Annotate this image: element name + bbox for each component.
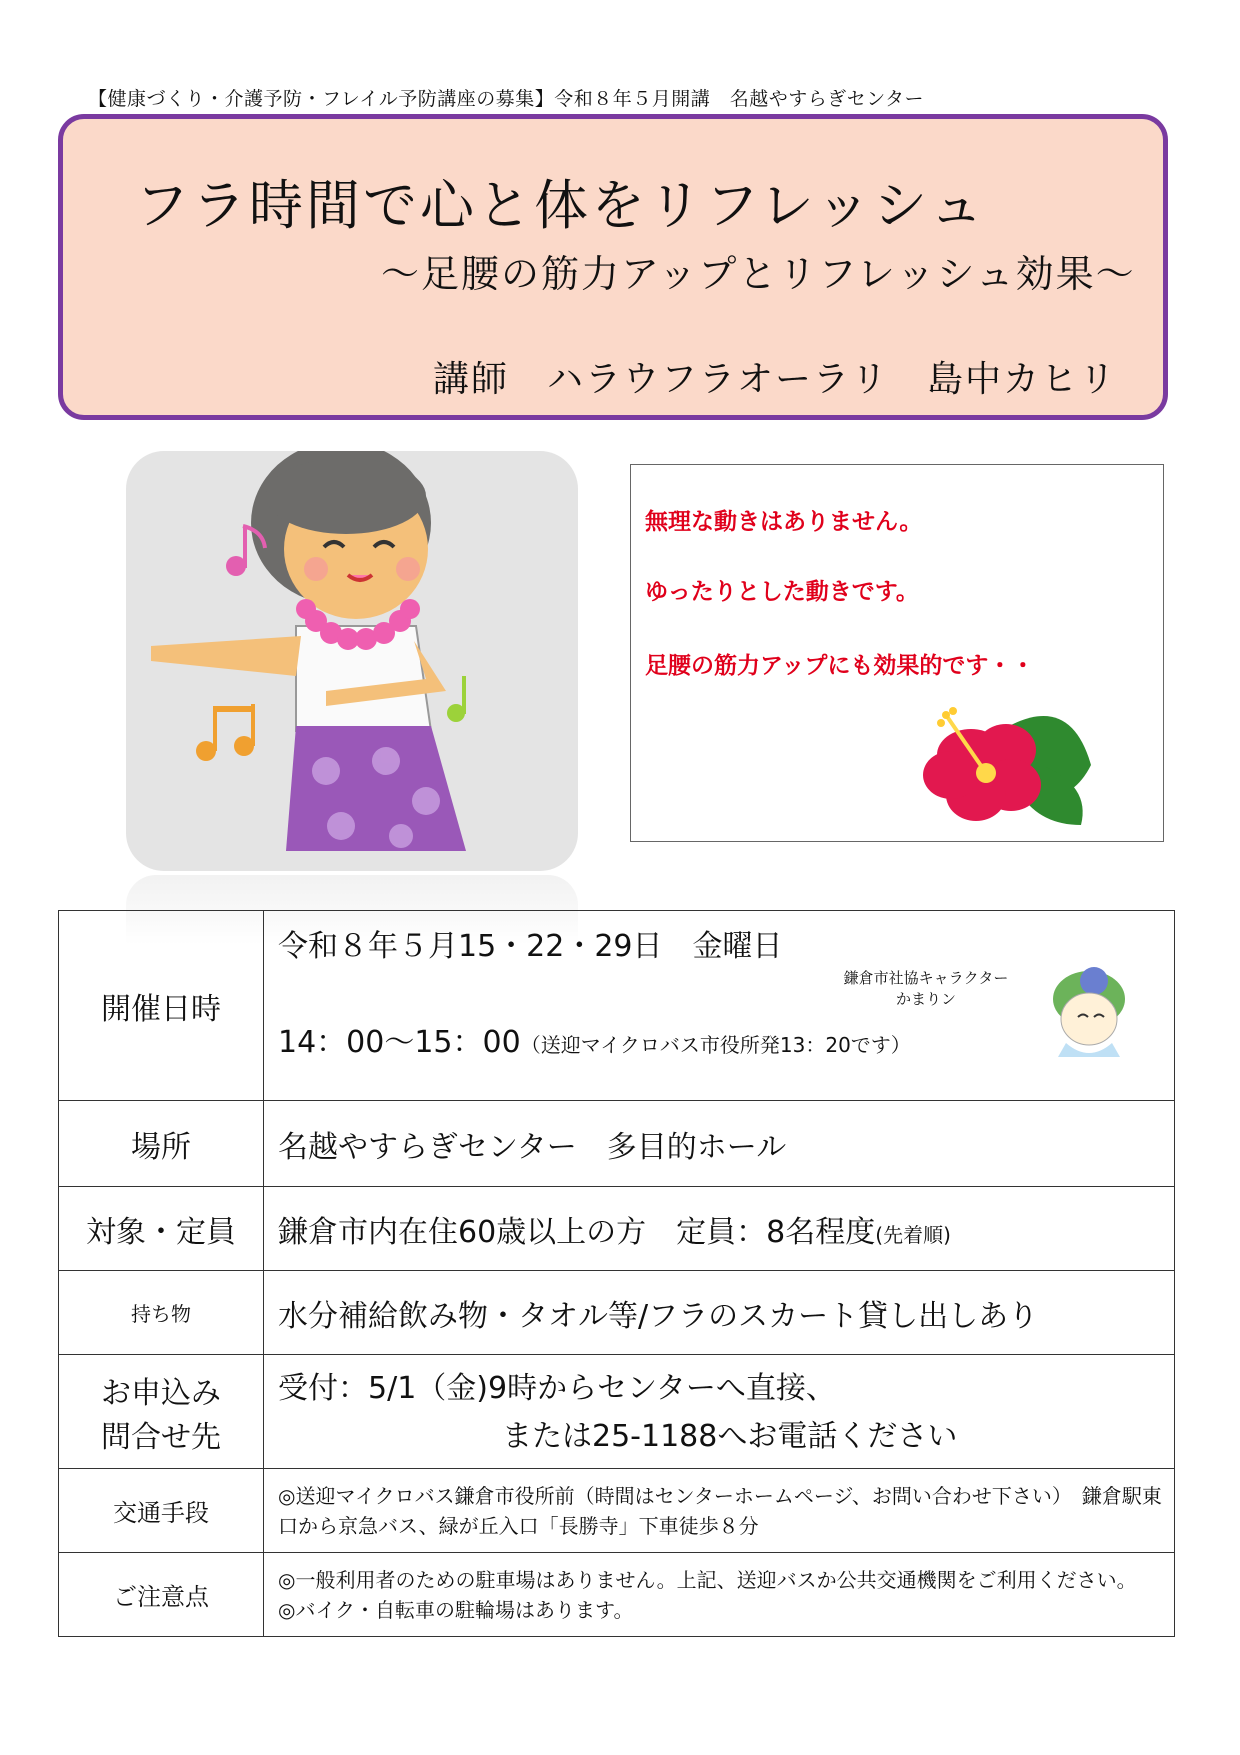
label-apply bbox=[59, 1355, 264, 1469]
time-note: （送迎マイクロバス市役所発13：20です） bbox=[520, 1033, 911, 1057]
hula-dancer-illustration bbox=[126, 451, 578, 871]
value-caution: ◎一般利用者のための駐車場はありません。上記、送迎バスか公共交通機関をご利用ください。 ◎バイク・自転車の駐輪場はあります。 bbox=[264, 1553, 1175, 1637]
main-title: フラ時間で心と体をリフレッシュ bbox=[135, 174, 987, 237]
header-text: 【健康づくり・介護予防・フレイル予防講座の募集】令和８年５月開講 名越やすらぎセンター bbox=[88, 88, 925, 110]
mascot-caption-line1: 鎌倉市社協キャラクター bbox=[843, 969, 1009, 987]
value-transport: ◎送迎マイクロバス鎌倉市役所前（時間はセンターホームページ、お問い合わせ下さい） 鎌倉駅東口から京急バス、緑が丘入口「長勝寺」下車徒歩８分 bbox=[264, 1469, 1175, 1553]
value-items: 水分補給飲み物・タオル等/フラのスカート貸し出しあり bbox=[264, 1271, 1175, 1355]
label-items: 持ち物 bbox=[59, 1271, 264, 1355]
table-row-target bbox=[59, 1187, 1175, 1271]
notes-box bbox=[630, 464, 1164, 842]
label-place: 場所 bbox=[59, 1101, 264, 1187]
table-row-caution bbox=[59, 1553, 1175, 1637]
value-apply bbox=[264, 1355, 1175, 1469]
time-value: 14：00～15：00 bbox=[278, 1025, 521, 1060]
apply-line1: 受付：5/1（金)9時からセンターへ直接、 bbox=[278, 1371, 836, 1406]
note-2: ゆったりとした動きです。 bbox=[645, 579, 919, 605]
label-apply-line2: 問合せ先 bbox=[101, 1419, 221, 1455]
mascot-caption bbox=[836, 967, 1016, 1009]
info-table bbox=[58, 910, 1175, 1637]
table-row-items bbox=[59, 1271, 1175, 1355]
note-1: 無理な動きはありません。 bbox=[645, 509, 923, 535]
table-row-place bbox=[59, 1101, 1175, 1187]
label-transport: 交通手段 bbox=[59, 1469, 264, 1553]
time-line bbox=[278, 1017, 911, 1061]
note-3: 足腰の筋力アップにも効果的です・・ bbox=[645, 653, 1035, 679]
target-note: (先着順) bbox=[875, 1222, 951, 1247]
table-row-transport bbox=[59, 1469, 1175, 1553]
date-line: 令和８年５月15・22・29日 金曜日 bbox=[278, 929, 783, 964]
lecturer: 講師 ハラウフラオーラリ 島中カヒリ bbox=[433, 359, 1118, 400]
label-caution: ご注意点 bbox=[59, 1553, 264, 1637]
title-box bbox=[58, 114, 1168, 420]
hibiscus-icon bbox=[901, 695, 1101, 835]
target-text: 鎌倉市内在住60歳以上の方 定員：8名程度 bbox=[278, 1214, 876, 1250]
table-row-date bbox=[59, 911, 1175, 1101]
table-row-apply bbox=[59, 1355, 1175, 1469]
label-target: 対象・定員 bbox=[59, 1187, 264, 1271]
value-target bbox=[264, 1187, 1175, 1271]
subtitle: ～足腰の筋力アップとリフレッシュ効果～ bbox=[381, 252, 1136, 296]
label-apply-line1: お申込み bbox=[101, 1375, 221, 1411]
hula-dancer-icon bbox=[126, 451, 578, 871]
apply-line2: または25-1188へお電話ください bbox=[502, 1419, 958, 1454]
mascot-icon bbox=[1034, 959, 1144, 1069]
value-place: 名越やすらぎセンター 多目的ホール bbox=[264, 1101, 1175, 1187]
mascot-caption-line2: かまりン bbox=[895, 990, 956, 1008]
label-date: 開催日時 bbox=[59, 911, 264, 1101]
value-date bbox=[264, 911, 1175, 1101]
